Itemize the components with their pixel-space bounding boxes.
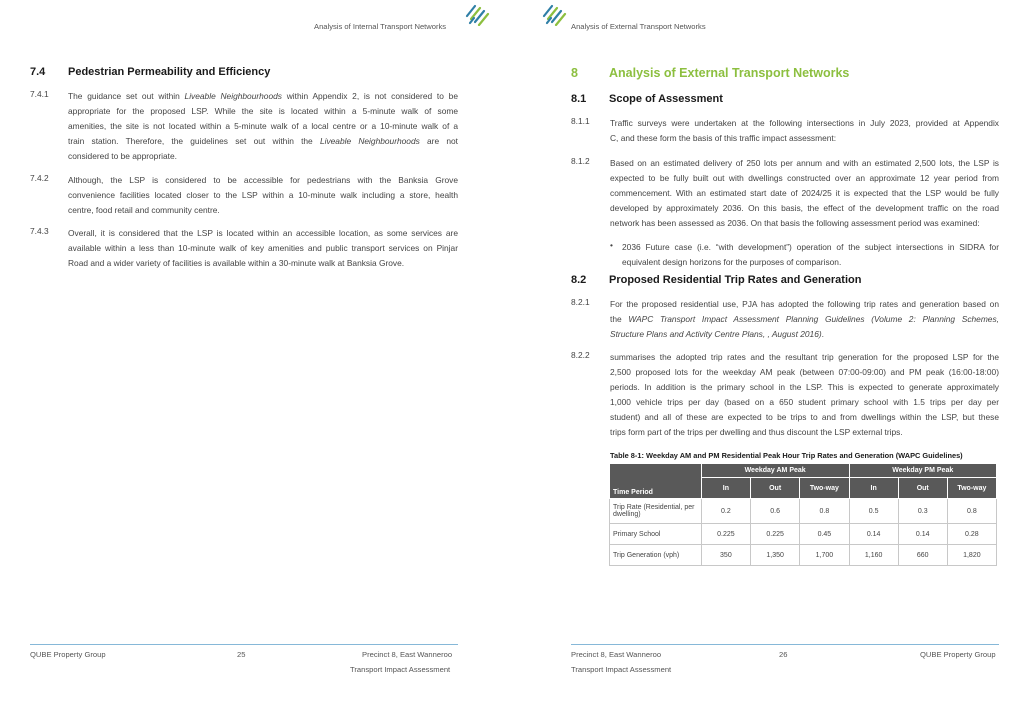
table-col-header-pm-out: Out [898,478,947,499]
table-cell: 350 [701,545,750,566]
para-8-1-1-line: Traffic surveys were undertaken at the following intersections in July 2023, provided at Appendix [610,118,999,128]
right-page [514,0,1029,702]
para-7-4-3-number: 7.4.3 [30,226,49,236]
para-7-4-2-number: 7.4.2 [30,173,49,183]
left-footer-company: QUBE Property Group [30,650,106,659]
table-row-label: Trip Rate (Residential, per dwelling) [610,499,702,524]
table-cell: 0.5 [849,499,898,524]
para-7-4-3-line: Overall, it is considered that the LSP is located within an accessible location, as some services are [68,228,458,238]
table-col-header-pm-two-way: Two-way [947,478,996,499]
para-8-2-2-line: student) and all of these are expected to be trips to and from dwellings within the LSP, but these [610,412,999,422]
para-7-4-1-line: train station. Therefore, the guidelines set out within the Liveable Neighbourhoods are not [68,136,458,146]
right-footer-company: QUBE Property Group [920,650,996,659]
chapter-8-title: Analysis of External Transport Networks [609,66,850,80]
table-header-am-peak: Weekday AM Peak [701,464,849,478]
left-footer-page-number: 25 [237,650,246,659]
para-7-4-2-line: convenience facilities located closer to the LSP within a 10-minute walk including a store, health [68,190,458,200]
section-7-4-title: Pedestrian Permeability and Efficiency [68,66,271,78]
section-7-4-number: 7.4 [30,66,46,78]
table-cell: 660 [898,545,947,566]
bullet-item-line: equivalent design horizons for the purposes of comparison. [622,257,842,267]
right-footer-page-number: 26 [779,650,788,659]
left-footer-rule [30,644,458,645]
para-7-4-1-line: amenities, the site is not located within a 5-minute walk of a local centre or a 10-minute walk of a [68,121,458,131]
para-8-2-2-line: 2,500 proposed lots for the weekday AM peak (between 07:00-09:00) and PM peak (16:00-18:00) [610,367,999,377]
para-8-1-2-line: commencement. With an estimated start date of 2024/25 it is expected that the LSP would be fully [610,188,999,198]
para-8-2-1-line: the WAPC Transport Impact Assessment Planning Guidelines (Volume 2: Planning Schemes, [610,314,999,324]
section-8-1-title: Scope of Assessment [609,93,723,105]
para-8-1-2-line: Based on an estimated delivery of 250 lots per annum and with an estimated 2,500 lots, the LSP is [610,158,999,168]
table-cell: 0.28 [947,524,996,545]
table-cell: 0.2 [701,499,750,524]
section-8-2-number: 8.2 [571,274,587,286]
company-logo-icon [540,2,568,26]
table-col-header-am-out: Out [751,478,800,499]
para-8-1-1-number: 8.1.1 [571,116,590,126]
para-7-4-1-line: The guidance set out within Liveable Neighbourhoods within Appendix 2, is not considered to be [68,91,458,101]
para-8-1-2-line: expected to be fully built out with dwellings constructed over an approximate 12 year period from [610,173,999,183]
right-running-header: Analysis of External Transport Networks [571,22,706,31]
para-7-4-1-line: considered to be appropriate. [68,151,177,161]
left-page [0,0,514,702]
table-cell: 1,700 [800,545,849,566]
table-cell: 0.6 [751,499,800,524]
para-8-1-2-line: network has been assessed as 2036. On that basis the following assessment period was examined: [610,218,980,228]
para-8-2-1-line: Structure Plans and Activity Centre Plans, , August 2016). [610,329,824,339]
para-7-4-3-line: Road and a wider variety of facilities is available within a 30-minute walk at Banksia Grove. [68,258,405,268]
para-8-2-2-number: 8.2.2 [571,350,590,360]
table-header-pm-peak: Weekday PM Peak [849,464,997,478]
para-8-2-2-line: trips form part of the trips per dwelling and thus discount the LSP external trips. [610,427,903,437]
para-8-1-2-number: 8.1.2 [571,156,590,166]
right-footer-rule [571,644,999,645]
para-8-2-1-line: For the proposed residential use, PJA has adopted the following trip rates and generation based on [610,299,999,309]
table-col-header-pm-in: In [849,478,898,499]
para-8-2-2-line: 1,000 vehicle trips per day (based on a 650 student primary school with 1.5 trips per day per [610,397,999,407]
table-cell: 0.225 [751,524,800,545]
para-8-2-1-number: 8.2.1 [571,297,590,307]
chapter-8-number: 8 [571,66,578,80]
para-7-4-1-line: appropriate for the proposed LSP. While the site is located within a 5-minute walk of some [68,106,458,116]
table-caption: Table 8-1: Weekday AM and PM Residential Peak Hour Trip Rates and Generation (WAPC Guidelines) [610,451,963,460]
para-8-2-2-line: summarises the adopted trip rates and the resultant trip generation for the proposed LSP for the [610,352,999,362]
table-cell: 0.8 [800,499,849,524]
table-row [610,524,997,545]
para-7-4-2-line: Although, the LSP is considered to be accessible for pedestrians with the Banksia Grove [68,175,458,185]
table-col-header-am-two-way: Two-way [800,478,849,499]
trip-rates-table [609,463,997,566]
table-cell: 0.8 [947,499,996,524]
table-header-time-period: Time Period [610,464,702,499]
table-row-label: Primary School [610,524,702,545]
left-footer-project: Precinct 8, East Wanneroo [362,650,453,659]
table-row [610,499,997,524]
table-body [610,499,997,566]
table-col-header-am-in: In [701,478,750,499]
company-logo-icon [463,2,491,26]
table-cell: 0.14 [849,524,898,545]
para-7-4-1-number: 7.4.1 [30,89,49,99]
right-footer-document: Transport Impact Assessment [571,665,672,674]
table-cell: 0.14 [898,524,947,545]
table-cell: 1,350 [751,545,800,566]
table-cell: 0.225 [701,524,750,545]
table-cell: 0.45 [800,524,849,545]
table-cell: 1,820 [947,545,996,566]
section-8-1-number: 8.1 [571,93,587,105]
para-8-2-2-line: periods. In addition is the primary school in the LSP. This is expected to generate approximately [610,382,999,392]
para-8-1-2-line: developed by approximately 2036. On this basis, the effect of the development traffic on the road [610,203,999,213]
left-footer-document: Transport Impact Assessment [350,665,451,674]
bullet-item-line: 2036 Future case (i.e. “with development”) operation of the subject intersections in SIDRA for [622,242,999,252]
table-row-label: Trip Generation (vph) [610,545,702,566]
table-cell: 0.3 [898,499,947,524]
para-7-4-3-line: available within a less than 10-minute walk of key amenities and public transport services on Pinjar [68,243,458,253]
table-row [610,545,997,566]
section-8-2-title: Proposed Residential Trip Rates and Generation [609,274,862,286]
table-cell: 1,160 [849,545,898,566]
bullet-marker: • [610,240,613,250]
para-8-1-1-line: C, and these form the basis of this traffic impact assessment: [610,133,837,143]
para-7-4-2-line: centre, food retail and community centre. [68,205,220,215]
left-running-header: Analysis of Internal Transport Networks [314,22,447,31]
right-footer-project: Precinct 8, East Wanneroo [571,650,662,659]
